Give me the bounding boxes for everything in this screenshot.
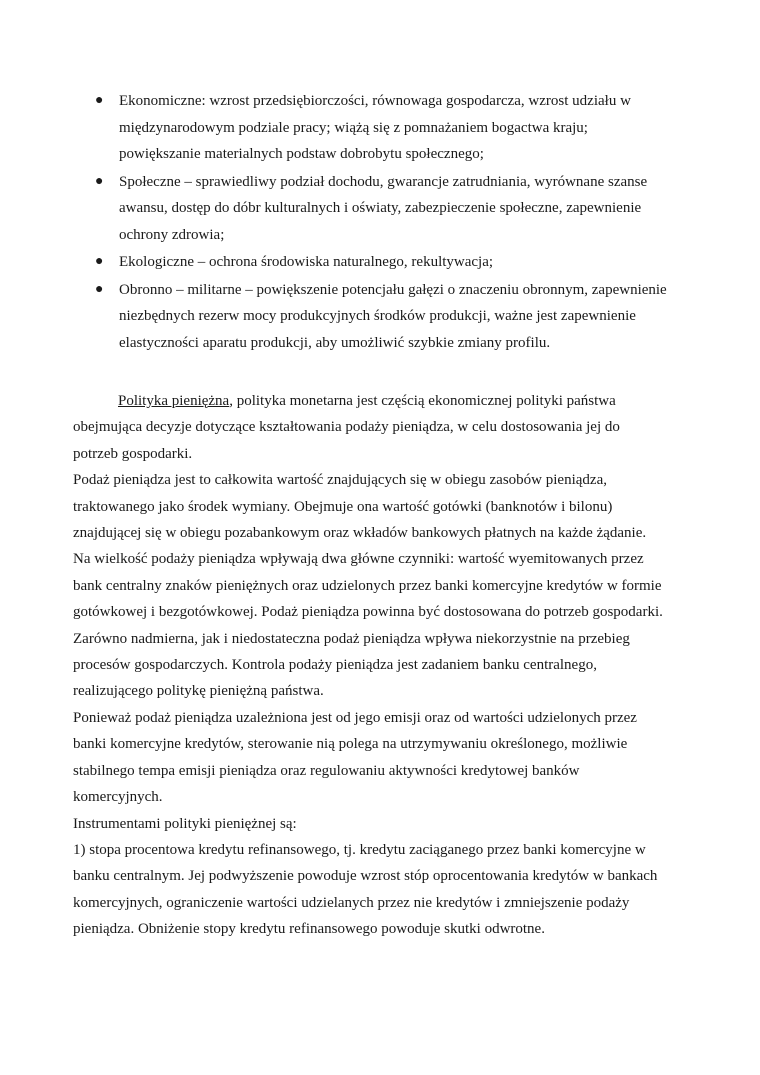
text-line: banku centralnym. Jej podwyższenie powoduje wzrost stóp oprocentowania kredytów w bankach bbox=[73, 868, 658, 885]
text-line: Społeczne – sprawiedliwy podział dochodu, gwarancje zatrudniania, wyrównane szanse bbox=[119, 173, 648, 190]
text-line: komercyjnych, ograniczenie wartości udzielanych przez nie kredytów i zmniejszenie podaży bbox=[73, 894, 630, 911]
text-line: procesów gospodarczych. Kontrola podaży pieniądza jest zadaniem banku centralnego, bbox=[73, 657, 597, 674]
text-line: potrzeb gospodarki. bbox=[73, 445, 193, 462]
text-line: stabilnego tempa emisji pieniądza oraz regulowaniu aktywności kredytowej banków bbox=[73, 762, 580, 779]
text-line: banki komercyjne kredytów, sterowanie nią polega na utrzymywaniu określonego, możliwie bbox=[73, 736, 628, 753]
text-line: Obronno – militarne – powiększenie potencjału gałęzi o znaczeniu obronnym, zapewnienie bbox=[119, 281, 667, 298]
bullet-icon: ● bbox=[95, 173, 104, 189]
text-line: pieniądza. Obniżenie stopy kredytu refinansowego powoduje skutki odwrotne. bbox=[73, 921, 545, 938]
list-item bbox=[95, 169, 695, 249]
text-line: znajdującej się w obiegu pozabankowym oraz wkładów bankowych płatnych na każde żądanie. bbox=[73, 525, 647, 542]
text-line: traktowanego jako środek wymiany. Obejmuje ona wartość gotówki (banknotów i bilonu) bbox=[73, 498, 613, 515]
list-item bbox=[95, 249, 695, 276]
text-line: , polityka monetarna jest częścią ekonomicznej polityki państwa bbox=[229, 393, 616, 409]
text-line: Zarówno nadmierna, jak i niedostateczna podaż pieniądza wpływa niekorzystnie na przebieg bbox=[73, 630, 630, 647]
text-line: realizującego politykę pieniężną państwa. bbox=[73, 683, 324, 700]
text-line: gotówkowej i bezgotówkowej. Podaż pieniądza powinna być dostosowana do potrzeb gospodarki. bbox=[73, 604, 663, 621]
goals-bullet-list bbox=[95, 88, 695, 357]
text-line: elastyczności aparatu produkcji, aby umożliwić szybkie zmiany profilu. bbox=[119, 334, 551, 351]
paragraph-first-line bbox=[73, 388, 703, 414]
text-line: niezbędnych rezerw mocy produkcyjnych środków produkcji, ważne jest zapewnienie bbox=[119, 308, 636, 324]
text-line: awansu, dostęp do dóbr kulturalnych i oświaty, zabezpieczenie społeczne, zapewnienie bbox=[119, 200, 642, 216]
monetary-policy-section bbox=[73, 388, 703, 943]
text-line: komercyjnych. bbox=[73, 789, 163, 806]
list-item bbox=[95, 277, 695, 357]
text-line: Ekologiczne – ochrona środowiska naturalnego, rekultywacja; bbox=[119, 254, 494, 270]
text-line: międzynarodowym podziale pracy; wiążą się z pomnażaniem bogactwa kraju; bbox=[119, 119, 588, 136]
bullet-icon: ● bbox=[95, 93, 104, 108]
list-item bbox=[95, 88, 695, 168]
text-line: Ekonomiczne: wzrost przedsiębiorczości, równowaga gospodarcza, wzrost udziału w bbox=[119, 93, 631, 109]
bullet-icon: ● bbox=[95, 254, 104, 269]
text-line: powiększanie materialnych podstaw dobrobytu społecznego; bbox=[119, 146, 484, 162]
text-line: obejmująca decyzje dotyczące kształtowania podaży pieniądza, w celu dostosowania jej do bbox=[73, 419, 620, 436]
text-line: 1) stopa procentowa kredytu refinansowego, tj. kredytu zaciąganego przez banki komercyjne w bbox=[73, 841, 646, 858]
text-line: ochrony zdrowia; bbox=[119, 226, 225, 243]
text-line: Podaż pieniądza jest to całkowita wartość znajdujących się w obiegu zasobów pieniądza, bbox=[73, 472, 607, 489]
text-line: bank centralny znaków pieniężnych oraz udzielonych przez banki komercyjne kredytów w formie bbox=[73, 577, 662, 594]
text-line: Na wielkość podaży pieniądza wpływają dwa główne czynniki: wartość wyemitowanych przez bbox=[73, 551, 644, 568]
policy-term: Polityka pieniężna bbox=[118, 393, 230, 409]
bullet-icon: ● bbox=[95, 281, 104, 297]
text-line: Ponieważ podaż pieniądza uzależniona jest od jego emisji oraz od wartości udzielonych przez bbox=[73, 709, 637, 726]
text-line: Instrumentami polityki pieniężnej są: bbox=[73, 815, 297, 832]
